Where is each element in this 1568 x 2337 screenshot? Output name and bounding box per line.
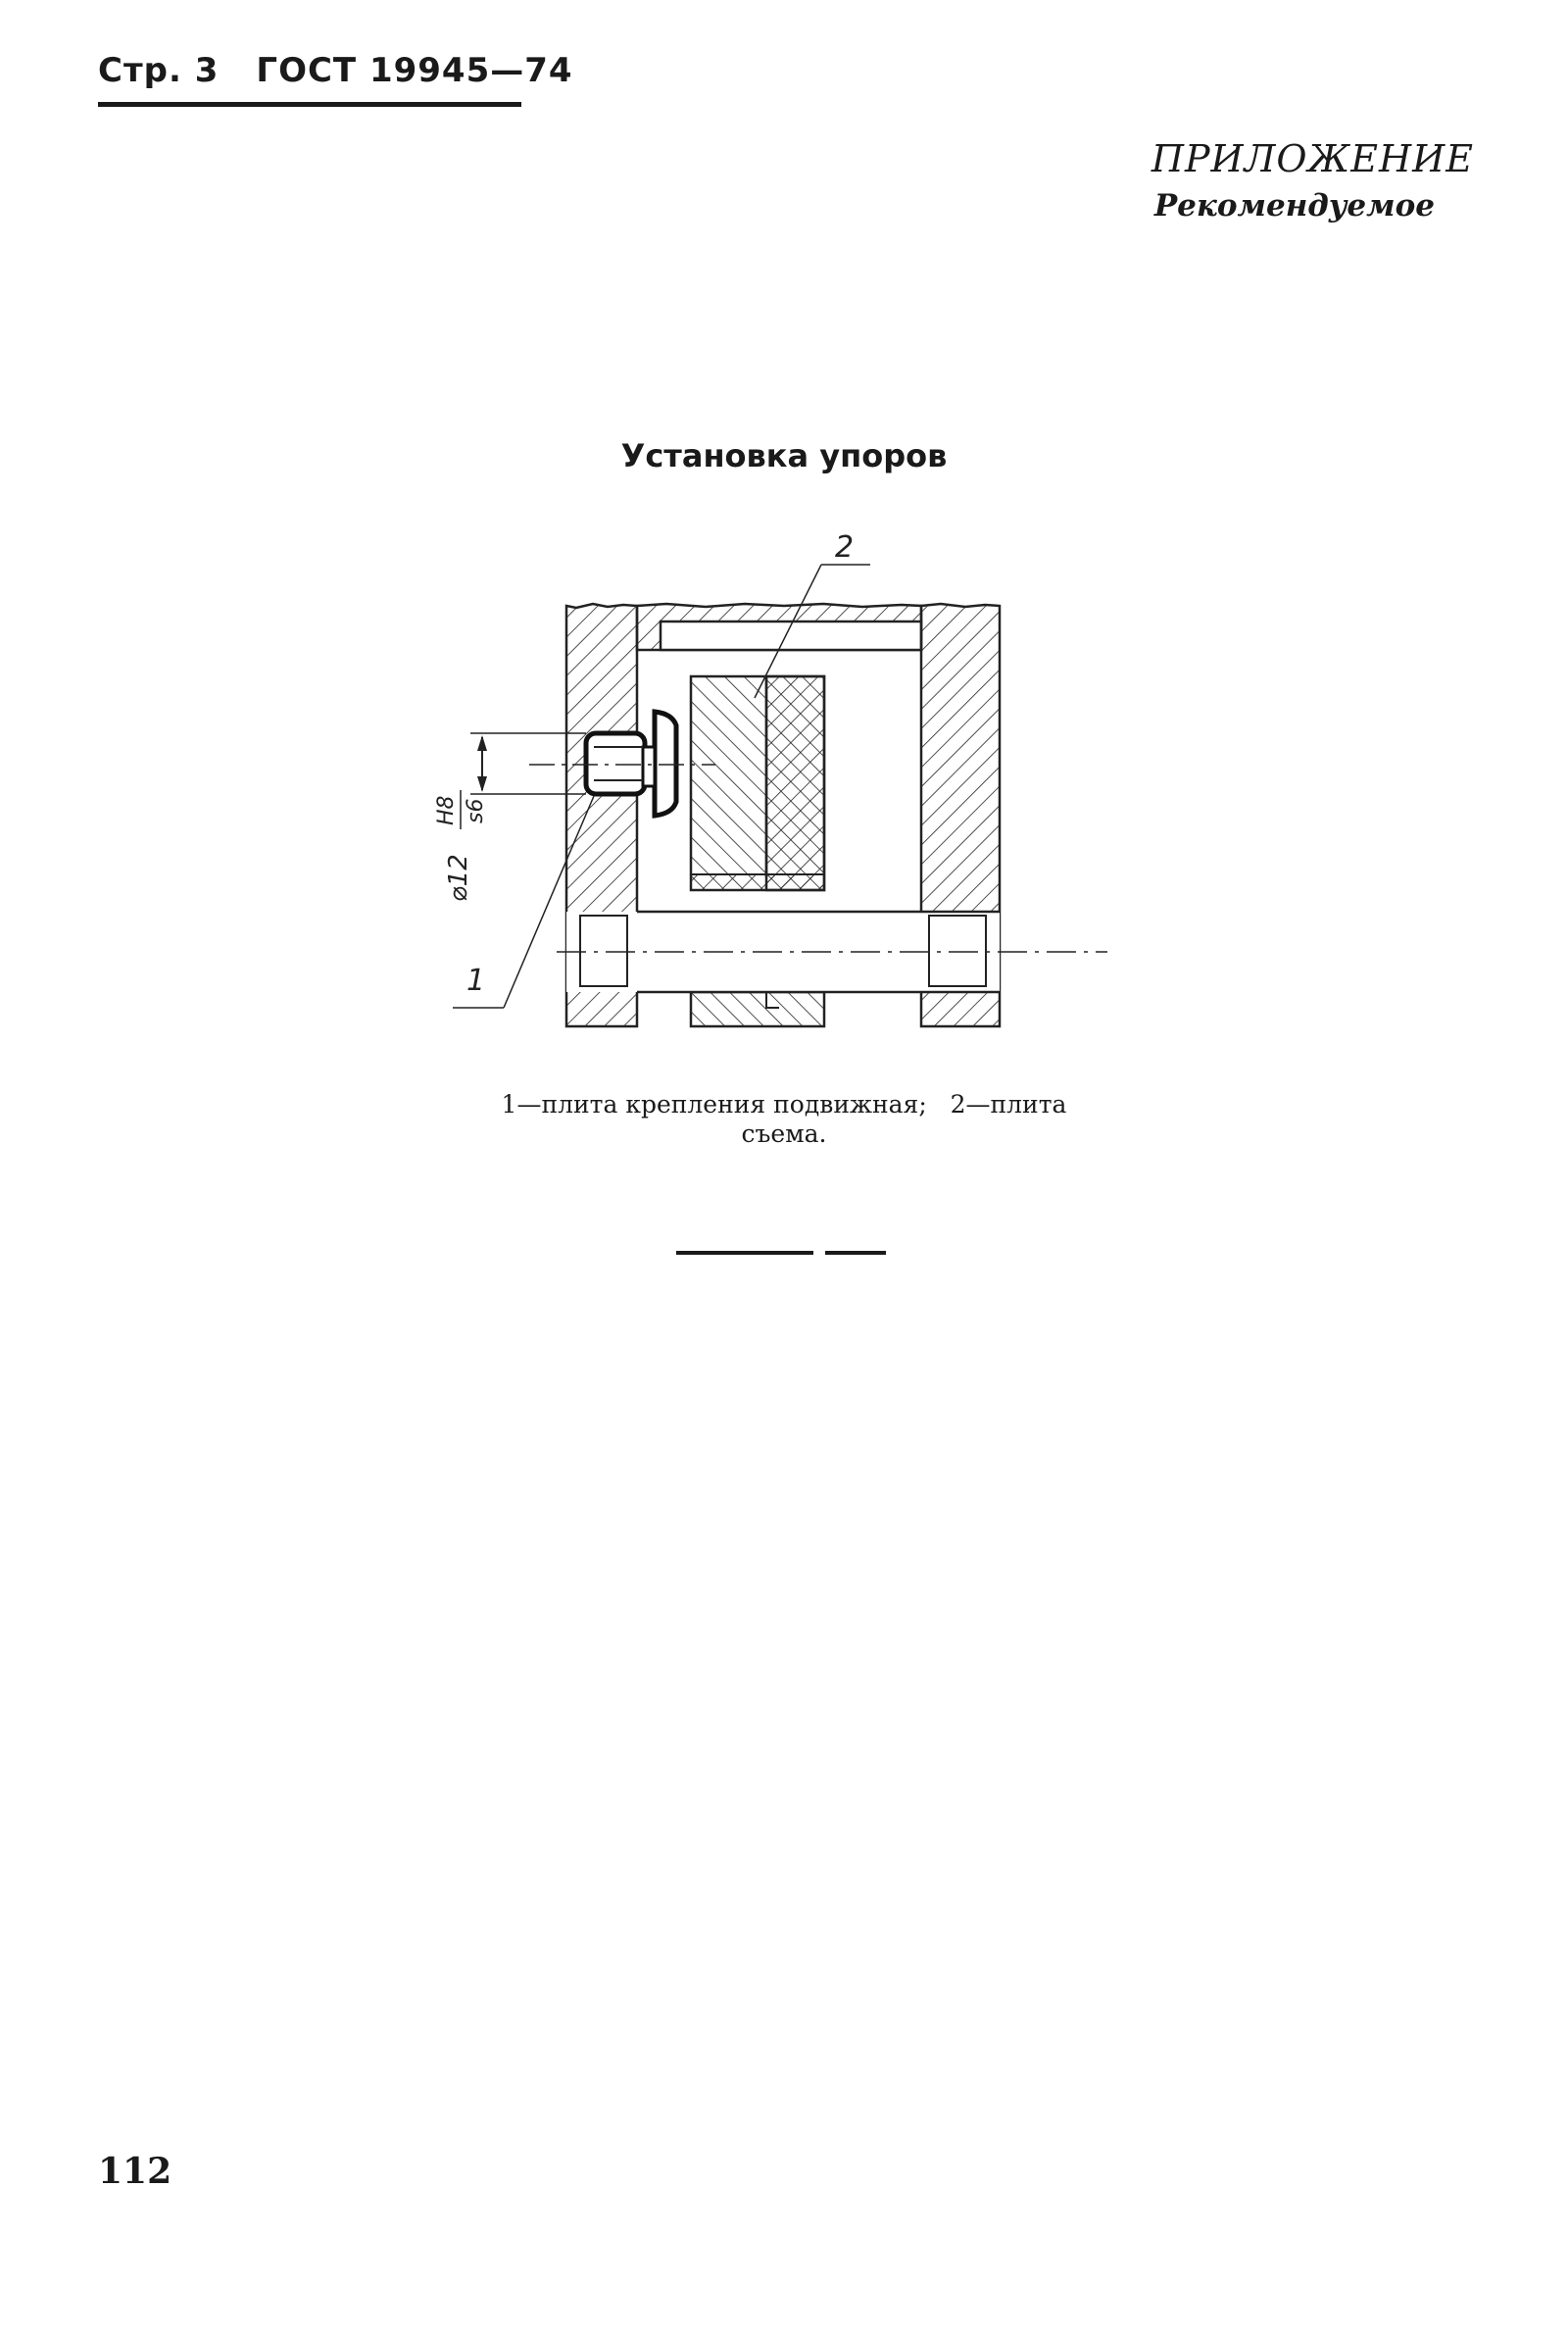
figure-caption [0,1090,1568,1149]
header-rule [98,102,521,107]
fit-lower: s6 [464,798,488,823]
end-rule-short [825,1251,886,1255]
stop-installation-drawing [431,520,1137,1049]
top-plate-strip [637,604,921,650]
page-number: 112 [98,2151,172,2192]
fit-upper: Н8 [434,795,459,825]
page-header [98,51,573,90]
diameter-dimension [434,733,586,902]
ejector-plate-lower [691,992,824,1026]
guide-rod [557,912,1107,992]
standard-number: ГОСТ 19945—74 [256,51,573,90]
diameter-label: ⌀12 [444,854,473,902]
ejector-plate [691,676,824,890]
figure-title: Установка упоров [620,437,948,474]
caption-line-1: 1—плита крепления подвижная; 2—плита [501,1090,1067,1119]
appendix-subtitle: Рекомендуемое [1153,188,1435,224]
page-label: Стр. 3 [98,51,220,90]
callout-1-label: 1 [466,964,486,998]
end-rule-long [676,1251,813,1255]
caption-line-2: съема. [741,1119,827,1148]
appendix-title: ПРИЛОЖЕНИЕ [1151,137,1474,180]
callout-2-label: 2 [835,530,855,565]
